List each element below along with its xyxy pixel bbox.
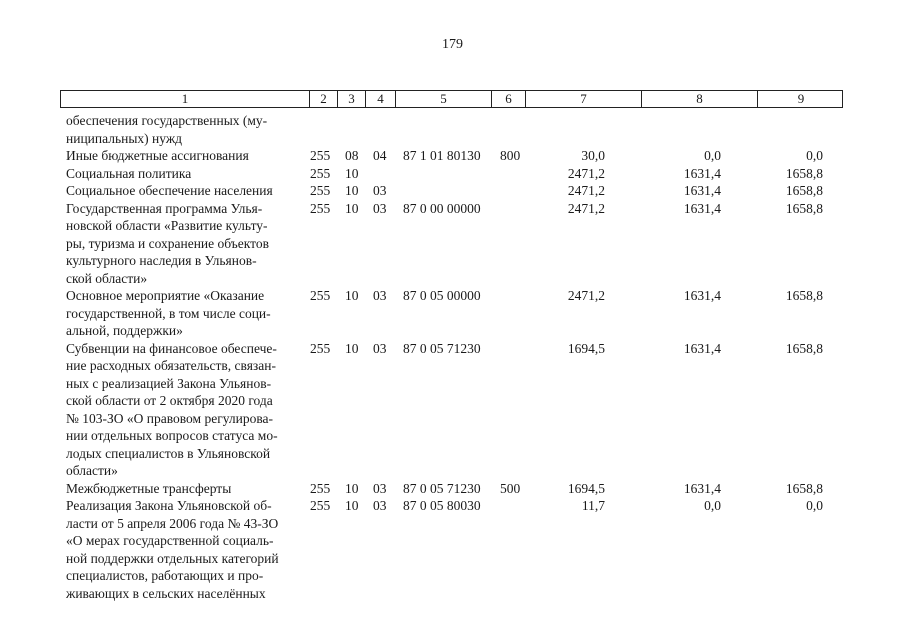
row-name (66, 200, 302, 288)
row-cell-c3: 08 (345, 148, 359, 163)
row-cell-c4: 03 (373, 183, 387, 198)
row-cell-c7: 30,0 (581, 148, 605, 163)
row-name-line: Межбюджетные трансферты (66, 480, 232, 496)
row-cell-c9: 1658,8 (785, 288, 823, 303)
row-name (66, 165, 302, 183)
row-cell-c7: 1694,5 (567, 340, 605, 356)
row-cell-c2: 255 (310, 165, 331, 181)
row-cell-c9: 1658,8 (785, 165, 823, 181)
row-cell-c2: 255 (310, 148, 331, 163)
row-cell-c2: 255 (310, 200, 331, 216)
table-header-row (60, 90, 843, 108)
row-cell-c3: 10 (345, 480, 359, 496)
row-cell-c7: 1694,5 (567, 480, 605, 496)
row-cell-c2: 255 (310, 340, 331, 356)
row-name-line: ласти от 5 апреля 2006 года № 43-ЗО (66, 515, 279, 531)
row-name-line: новской области «Развитие культу- (66, 218, 268, 233)
row-name-line: ние расходных обязательств, связан- (66, 358, 276, 373)
row-cell-c2: 255 (310, 288, 331, 303)
row-cell-c8: 0,0 (704, 498, 721, 513)
row-name-line: ской области от 2 октября 2020 года (66, 393, 273, 408)
row-name-line: культурного наследия в Ульянов- (66, 253, 257, 268)
row-name-line: ской области» (66, 270, 148, 286)
row-name-line: ных с реализацией Закона Ульянов- (66, 375, 272, 391)
row-name-line: лодых специалистов в Ульяновской (66, 445, 271, 461)
row-cell-c8: 1631,4 (683, 288, 721, 303)
row-cell-c4: 03 (373, 480, 387, 496)
row-cell-c8: 1631,4 (683, 165, 721, 181)
header-col-8: 8 (641, 91, 757, 107)
header-col-4: 4 (365, 91, 395, 107)
row-name-line: ниципальных) нужд (66, 130, 183, 146)
row-name-line: № 103-ЗО «О правовом регулирова- (66, 410, 274, 426)
header-col-6: 6 (491, 91, 525, 107)
row-name-line: ной поддержки отдельных категорий (66, 550, 279, 566)
row-cell-c7: 2471,2 (567, 165, 605, 181)
row-name-line: обеспечения государственных (му- (66, 113, 268, 128)
row-name-line: области» (66, 463, 118, 478)
row-name-line: альной, поддержки» (66, 323, 183, 338)
row-name-line: Субвенции на финансовое обеспече- (66, 340, 277, 356)
row-cell-c2: 255 (310, 183, 331, 198)
row-cell-c5: 87 0 00 00000 (403, 200, 481, 216)
row-cell-c9: 1658,8 (785, 200, 823, 216)
row-cell-c5: 87 0 05 00000 (403, 288, 481, 303)
row-cell-c5: 87 0 05 80030 (403, 498, 481, 513)
row-cell-c4: 03 (373, 340, 387, 356)
row-cell-c3: 10 (345, 340, 359, 356)
row-name-line: государственной, в том числе соци- (66, 305, 271, 321)
row-cell-c5: 87 1 01 80130 (403, 148, 481, 163)
row-cell-c8: 1631,4 (683, 183, 721, 198)
row-cell-c3: 10 (345, 288, 359, 303)
row-cell-c6: 800 (500, 148, 521, 163)
row-cell-c9: 1658,8 (785, 480, 823, 496)
row-cell-c9: 1658,8 (785, 340, 823, 356)
row-cell-c6: 500 (500, 480, 521, 496)
row-cell-c9: 1658,8 (785, 183, 823, 198)
row-cell-c7: 2471,2 (567, 288, 605, 303)
row-name-line: живающих в сельских населённых (66, 585, 266, 601)
row-cell-c8: 0,0 (704, 148, 721, 163)
row-name-line: Государственная программа Улья- (66, 200, 263, 216)
row-cell-c8: 1631,4 (683, 480, 721, 496)
row-cell-c5: 87 0 05 71230 (403, 480, 481, 496)
row-name (66, 182, 302, 200)
row-name-line: специалистов, работающих и про- (66, 568, 264, 583)
row-name (66, 147, 302, 165)
row-name-line: ры, туризма и сохранение объектов (66, 235, 269, 251)
row-name (66, 497, 302, 602)
row-cell-c9: 0,0 (806, 148, 823, 163)
row-cell-c3: 10 (345, 165, 359, 181)
row-name-line: нии отдельных вопросов статуса мо- (66, 428, 278, 443)
row-name-line: «О мерах государственной социаль- (66, 533, 274, 548)
row-cell-c2: 255 (310, 480, 331, 496)
row-name-line: Иные бюджетные ассигнования (66, 148, 249, 163)
row-name-line: Социальная политика (66, 165, 192, 181)
header-col-5: 5 (395, 91, 491, 107)
row-name-line: Основное мероприятие «Оказание (66, 288, 265, 303)
row-cell-c7: 11,7 (581, 498, 605, 513)
row-name (66, 287, 302, 340)
row-cell-c3: 10 (345, 498, 359, 513)
row-cell-c4: 03 (373, 288, 387, 303)
row-cell-c8: 1631,4 (683, 200, 721, 216)
row-cell-c4: 04 (373, 148, 387, 163)
header-col-3: 3 (337, 91, 365, 107)
header-col-1: 1 (181, 91, 189, 106)
row-cell-c3: 10 (345, 183, 359, 198)
row-name (66, 112, 302, 147)
row-name (66, 480, 302, 498)
row-name (66, 340, 302, 480)
header-col-2: 2 (309, 91, 337, 107)
row-cell-c4: 03 (373, 498, 387, 513)
row-cell-c9: 0,0 (806, 498, 823, 513)
row-cell-c4: 03 (373, 200, 387, 216)
row-cell-c3: 10 (345, 200, 359, 216)
header-col-7: 7 (525, 91, 641, 107)
row-cell-c7: 2471,2 (567, 183, 605, 198)
row-cell-c2: 255 (310, 498, 331, 513)
page-number: 179 (442, 37, 463, 52)
row-cell-c7: 2471,2 (567, 200, 605, 216)
row-cell-c5: 87 0 05 71230 (403, 340, 481, 356)
row-name-line: Социальное обеспечение населения (66, 183, 273, 198)
row-cell-c8: 1631,4 (683, 340, 721, 356)
header-col-9: 9 (757, 91, 844, 107)
row-name-line: Реализация Закона Ульяновской об- (66, 498, 272, 513)
